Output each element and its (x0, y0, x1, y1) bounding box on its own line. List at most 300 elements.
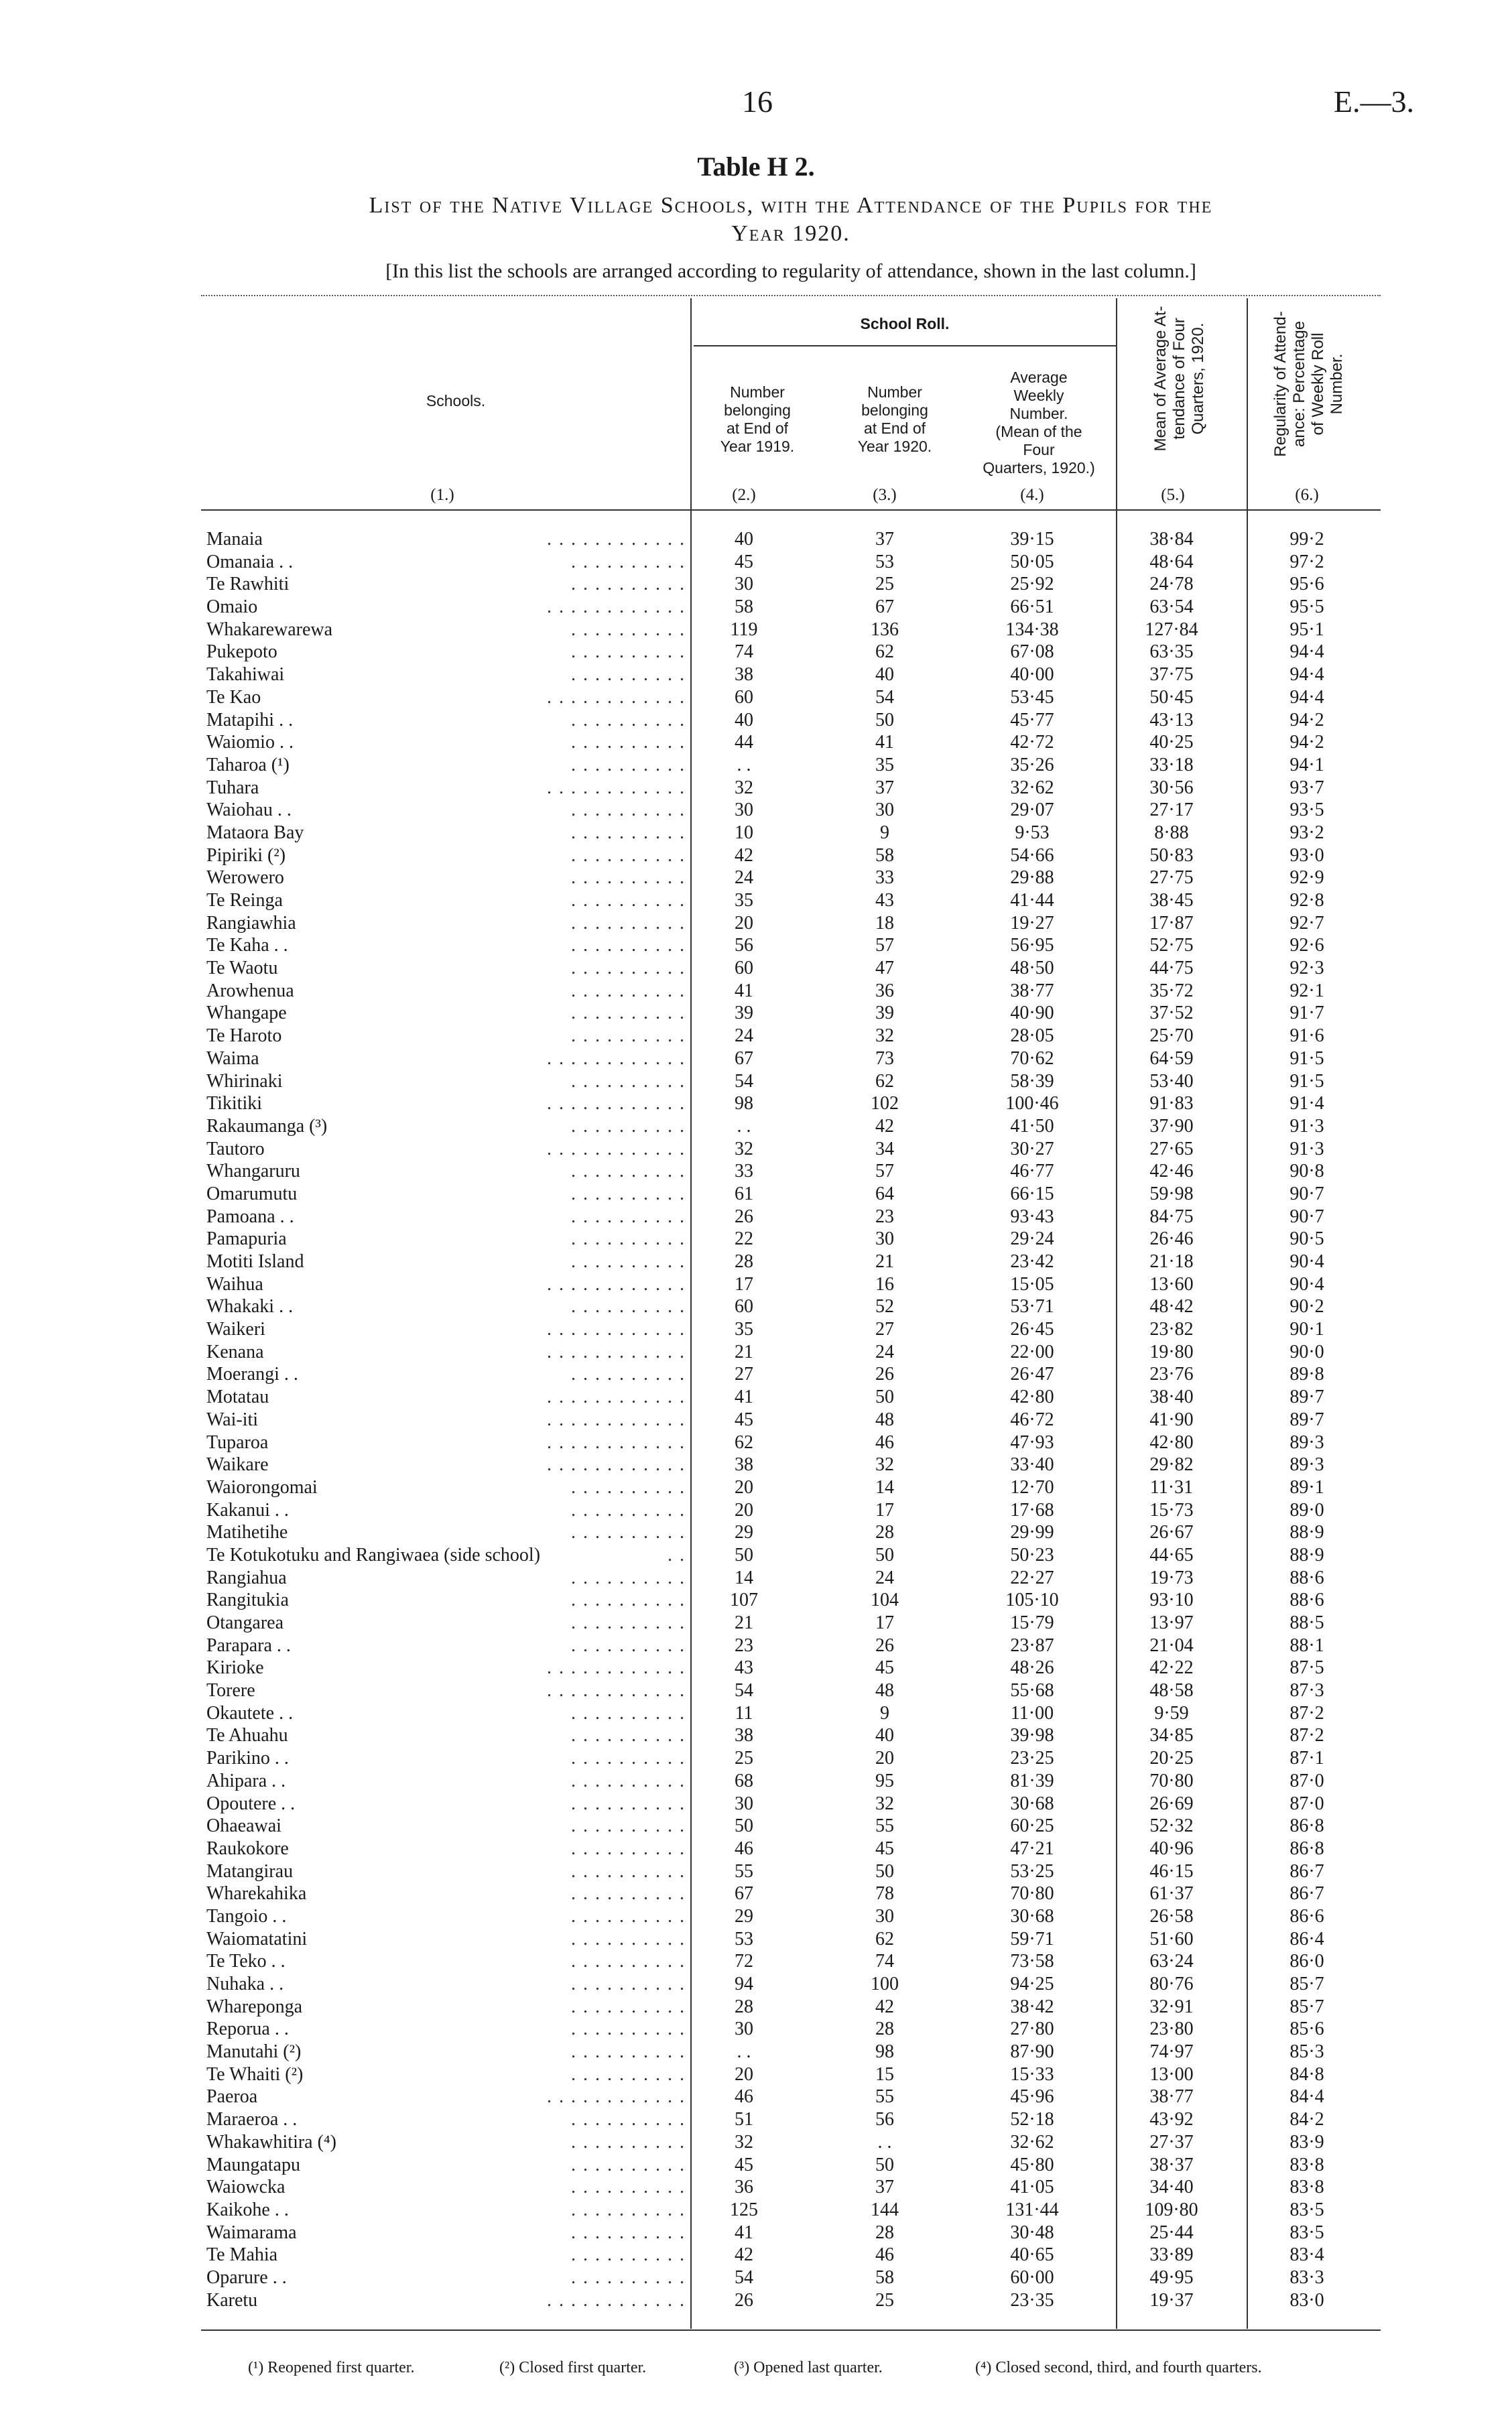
school-name: Reporua . . (206, 2019, 289, 2040)
leader-dots: . . . . . . . . . . (571, 1974, 686, 1994)
header-bottom-rule (201, 509, 1381, 511)
leader-dots: . . . . . . . . . . . . (547, 1047, 686, 1069)
regularity-percentage: 87·2 (1289, 1702, 1324, 1724)
header-num-4: (4.) (1020, 486, 1044, 504)
roll-1919: 67 (735, 1047, 753, 1069)
roll-1919: 60 (735, 686, 753, 708)
leader-dots: . . . . . . . . . . (571, 551, 686, 572)
roll-1920: 35 (875, 754, 894, 775)
mean-average-attendance: 13·97 (1149, 1612, 1194, 1633)
roll-1920: 39 (875, 1003, 894, 1024)
roll-1919: 26 (735, 2289, 753, 2311)
table-row (0, 1882, 1512, 1905)
roll-1920: 46 (875, 2244, 894, 2266)
roll-1919: 32 (735, 777, 753, 798)
mean-average-attendance: 27·65 (1149, 1138, 1194, 1159)
regularity-percentage: 85·7 (1289, 1996, 1324, 2017)
roll-1919: 23 (735, 1635, 753, 1656)
roll-1920: 26 (875, 1635, 894, 1656)
roll-1919: 28 (735, 1251, 753, 1272)
roll-1920: 28 (875, 1522, 894, 1543)
leader-dots: . . . . . . . . . . (571, 1206, 686, 1227)
regularity-percentage: 85·7 (1289, 1974, 1324, 1994)
table-row (0, 1499, 1512, 1522)
school-name: Pamapuria (206, 1228, 287, 1250)
regularity-percentage: 89·8 (1289, 1364, 1324, 1385)
regularity-percentage: 93·5 (1289, 800, 1324, 821)
header-num-5: (5.) (1161, 486, 1185, 504)
average-weekly-number: 81·39 (1010, 1770, 1054, 1791)
leader-dots: . . . . . . . . . . (571, 1115, 686, 1137)
roll-1920: 55 (875, 2086, 894, 2108)
average-weekly-number: 38·42 (1010, 1996, 1054, 2017)
table-row (0, 1905, 1512, 1928)
header-col5-line: Mean of Average At- (1151, 306, 1170, 452)
header-num-6: (6.) (1295, 486, 1319, 504)
table-row (0, 1454, 1512, 1476)
roll-1920: 57 (875, 935, 894, 956)
roll-1920: 42 (875, 1115, 894, 1137)
table-row (0, 912, 1512, 935)
regularity-percentage: 89·1 (1289, 1476, 1324, 1498)
roll-1919: 32 (735, 1138, 753, 1159)
table-row (0, 2289, 1512, 2312)
roll-1919: 36 (735, 2177, 753, 2198)
average-weekly-number: 32·62 (1010, 777, 1054, 798)
average-weekly-number: 29·99 (1010, 1522, 1054, 1543)
header-col3-line: Year 1920. (857, 438, 932, 455)
roll-1920: 50 (875, 1387, 894, 1408)
leader-dots: . . . . . . . . . . (571, 958, 686, 979)
leader-dots: . . . . . . . . . . (571, 800, 686, 821)
regularity-percentage: 94·1 (1289, 754, 1324, 775)
regularity-percentage: 91·5 (1289, 1070, 1324, 1092)
regularity-percentage: 91·3 (1289, 1115, 1324, 1137)
roll-1919: 20 (735, 2063, 753, 2085)
school-name: Motiti Island (206, 1251, 304, 1272)
roll-1920: 58 (875, 844, 894, 866)
average-weekly-number: 12·70 (1010, 1476, 1054, 1498)
school-name: Kirioke (206, 1657, 264, 1679)
school-name: Motatau (206, 1387, 269, 1408)
school-name: Tautoro (206, 1138, 265, 1159)
mean-average-attendance: 64·59 (1149, 1047, 1194, 1069)
roll-1920: 45 (875, 1657, 894, 1679)
regularity-percentage: 93·2 (1289, 822, 1324, 843)
roll-1920: 23 (875, 1206, 894, 1227)
average-weekly-number: 41·05 (1010, 2177, 1054, 2198)
mean-average-attendance: 63·35 (1149, 641, 1194, 663)
mean-average-attendance: 26·46 (1149, 1228, 1194, 1250)
table-row (0, 867, 1512, 889)
roll-1920: 50 (875, 709, 894, 730)
mean-average-attendance: 20·25 (1149, 1748, 1194, 1769)
roll-1919: 24 (735, 1025, 753, 1047)
average-weekly-number: 50·05 (1010, 551, 1054, 572)
leader-dots: . . . . . . . . . . (571, 732, 686, 753)
roll-1920: 24 (875, 1341, 894, 1362)
leader-dots: . . . . . . . . . . . . (547, 596, 686, 618)
regularity-percentage: 83·5 (1289, 2199, 1324, 2220)
table-row (0, 1724, 1512, 1747)
mean-average-attendance: 25·70 (1149, 1025, 1194, 1047)
average-weekly-number: 19·27 (1010, 912, 1054, 934)
header-col6-line: of Weekly Roll (1309, 332, 1327, 436)
school-name: Otangarea (206, 1612, 284, 1633)
regularity-percentage: 86·8 (1289, 1815, 1324, 1837)
average-weekly-number: 60·25 (1010, 1815, 1054, 1837)
regularity-percentage: 86·7 (1289, 1860, 1324, 1882)
roll-1919: 54 (735, 2266, 753, 2288)
mean-average-attendance: 48·58 (1149, 1680, 1194, 1702)
roll-1920: 28 (875, 2222, 894, 2243)
mean-average-attendance: 41·90 (1149, 1409, 1194, 1430)
regularity-percentage: 88·6 (1289, 1590, 1324, 1611)
roll-1919: 14 (735, 1567, 753, 1588)
header-col4-line: Number. (1009, 405, 1068, 422)
roll-1919: 22 (735, 1228, 753, 1250)
roll-1919: 56 (735, 935, 753, 956)
leader-dots: . . . . . . . . . . (571, 1815, 686, 1837)
leader-dots: . . . . . . . . . . (571, 1838, 686, 1859)
school-name: Taharoa (¹) (206, 754, 290, 775)
roll-1920: 73 (875, 1047, 894, 1069)
roll-1920: 67 (875, 596, 894, 618)
roll-1920: 32 (875, 1025, 894, 1047)
table-row (0, 1860, 1512, 1883)
mean-average-attendance: 26·67 (1149, 1522, 1194, 1543)
table-row (0, 1770, 1512, 1793)
average-weekly-number: 59·71 (1010, 1928, 1054, 1949)
school-name: Rangiahua (206, 1567, 287, 1588)
roll-1920: 30 (875, 1905, 894, 1927)
roll-1919: 42 (735, 844, 753, 866)
regularity-percentage: 97·2 (1289, 551, 1324, 572)
leader-dots: . . . . . . . . . . . . (547, 2086, 686, 2108)
leader-dots: . . . . . . . . . . (571, 1793, 686, 1814)
leader-dots: . . . . . . . . . . (571, 1996, 686, 2017)
page-number: 16 (742, 84, 773, 119)
school-name: Te Whaiti (²) (206, 2063, 304, 2085)
table-row (0, 1318, 1512, 1341)
mean-average-attendance: 15·73 (1149, 1499, 1194, 1521)
average-weekly-number: 11·00 (1010, 1702, 1054, 1724)
table-row (0, 1793, 1512, 1815)
roll-1920: 9 (880, 822, 889, 843)
report-code: E.—3. (1333, 84, 1414, 119)
school-name: Te Ahuahu (206, 1725, 288, 1746)
mean-average-attendance: 38·37 (1149, 2154, 1194, 2175)
roll-1919: 41 (735, 1387, 753, 1408)
average-weekly-number: 35·26 (1010, 754, 1054, 775)
leader-dots: . . . . . . . . . . (571, 1567, 686, 1588)
mean-average-attendance: 38·40 (1149, 1387, 1194, 1408)
mean-average-attendance: 21·18 (1149, 1251, 1194, 1272)
school-name: Maungatapu (206, 2154, 300, 2175)
average-weekly-number: 131·44 (1005, 2199, 1059, 2220)
roll-1919: 41 (735, 980, 753, 1001)
table-row (0, 1183, 1512, 1206)
average-weekly-number: 73·58 (1010, 1951, 1054, 1972)
mean-average-attendance: 38·77 (1149, 2086, 1194, 2108)
average-weekly-number: 30·27 (1010, 1138, 1054, 1159)
average-weekly-number: 60·00 (1010, 2266, 1054, 2288)
average-weekly-number: 29·88 (1010, 867, 1054, 889)
leader-dots: . . . . . . . . . . . . (547, 686, 686, 708)
roll-1919: . . (737, 1115, 751, 1137)
school-name: Oparure . . (206, 2266, 287, 2288)
average-weekly-number: 39·15 (1010, 529, 1054, 550)
regularity-percentage: 85·6 (1289, 2019, 1324, 2040)
mean-average-attendance: 91·83 (1149, 1093, 1194, 1114)
table-row (0, 1273, 1512, 1296)
regularity-percentage: 91·6 (1289, 1025, 1324, 1047)
school-name: Whangape (206, 1003, 287, 1024)
regularity-percentage: 91·3 (1289, 1138, 1324, 1159)
school-name: Ohaeawai (206, 1815, 281, 1837)
roll-1920: 28 (875, 2019, 894, 2040)
roll-1920: 48 (875, 1409, 894, 1430)
mean-average-attendance: 25·44 (1149, 2222, 1194, 2243)
school-name: Pukepoto (206, 641, 277, 663)
regularity-percentage: 88·9 (1289, 1522, 1324, 1543)
mean-average-attendance: 59·98 (1149, 1183, 1194, 1204)
roll-1919: 29 (735, 1905, 753, 1927)
table-row (0, 1928, 1512, 1951)
leader-dots: . . . . . . . . . . (571, 1364, 686, 1385)
leader-dots: . . . . . . . . . . (571, 754, 686, 775)
average-weekly-number: 53·71 (1010, 1296, 1054, 1318)
mean-average-attendance: 38·45 (1149, 890, 1194, 911)
header-col5 (1151, 295, 1212, 462)
regularity-percentage: 89·3 (1289, 1454, 1324, 1476)
mean-average-attendance: 24·78 (1149, 574, 1194, 595)
regularity-percentage: 88·5 (1289, 1612, 1324, 1633)
mean-average-attendance: 42·22 (1149, 1657, 1194, 1679)
roll-1919: 30 (735, 800, 753, 821)
roll-1920: 55 (875, 1815, 894, 1837)
roll-1920: 18 (875, 912, 894, 934)
school-name: Manaia (206, 529, 263, 550)
roll-1920: 47 (875, 958, 894, 979)
table-row (0, 2266, 1512, 2289)
leader-dots: . . . . . . . . . . (571, 912, 686, 934)
regularity-percentage: 84·2 (1289, 2109, 1324, 2130)
school-name: Takahiwai (206, 664, 285, 686)
mean-average-attendance: 52·32 (1149, 1815, 1194, 1837)
leader-dots: . . . . . . . . . . (571, 1003, 686, 1024)
leader-dots: . . . . . . . . . . (571, 641, 686, 663)
mean-average-attendance: 17·87 (1149, 912, 1194, 934)
school-name: Waikeri (206, 1319, 265, 1340)
mean-average-attendance: 50·83 (1149, 844, 1194, 866)
header-col5-line: Quarters, 1920. (1189, 322, 1207, 435)
leader-dots: . . . . . . . . . . (571, 1883, 686, 1905)
table-row (0, 2199, 1512, 2222)
roll-1920: 37 (875, 777, 894, 798)
mean-average-attendance: 109·80 (1145, 2199, 1198, 2220)
average-weekly-number: 94·25 (1010, 1974, 1054, 1994)
table-row (0, 709, 1512, 732)
school-name: Tuhara (206, 777, 259, 798)
leader-dots: . . . . . . . . . . (571, 1161, 686, 1182)
roll-1919: 125 (730, 2199, 758, 2220)
roll-1919: 38 (735, 664, 753, 686)
roll-1920: 58 (875, 2266, 894, 2288)
table-row (0, 1002, 1512, 1025)
average-weekly-number: 40·90 (1010, 1003, 1054, 1024)
average-weekly-number: 26·45 (1010, 1319, 1054, 1340)
table-bottom-rule (201, 2329, 1381, 2331)
regularity-percentage: 86·6 (1289, 1905, 1324, 1927)
roll-1919: 39 (735, 1003, 753, 1024)
roll-1919: 21 (735, 1612, 753, 1633)
leader-dots: . . . . . . . . . . (571, 1590, 686, 1611)
school-name: Matangirau (206, 1860, 294, 1882)
table-row (0, 2176, 1512, 2199)
roll-1920: 25 (875, 2289, 894, 2311)
average-weekly-number: 70·62 (1010, 1047, 1054, 1069)
roll-1920: 95 (875, 1770, 894, 1791)
roll-1919: 50 (735, 1815, 753, 1837)
regularity-percentage: 83·8 (1289, 2154, 1324, 2175)
table-row (0, 1635, 1512, 1657)
table-row (0, 1251, 1512, 1273)
leader-dots: . . . . . . . . . . (571, 1251, 686, 1272)
table-row (0, 934, 1512, 957)
mean-average-attendance: 43·13 (1149, 709, 1194, 730)
roll-1919: 119 (730, 619, 758, 640)
mean-average-attendance: 9·59 (1154, 1702, 1189, 1724)
table-row (0, 1092, 1512, 1115)
regularity-percentage: 90·1 (1289, 1319, 1324, 1340)
mean-average-attendance: 26·58 (1149, 1905, 1194, 1927)
regularity-percentage: 87·2 (1289, 1725, 1324, 1746)
school-name: Waiohau . . (206, 800, 292, 821)
regularity-percentage: 88·9 (1289, 1544, 1324, 1565)
school-name: Rangitukia (206, 1590, 289, 1611)
average-weekly-number: 42·80 (1010, 1387, 1054, 1408)
roll-1919: 20 (735, 1476, 753, 1498)
regularity-percentage: 83·3 (1289, 2266, 1324, 2288)
mean-average-attendance: 37·90 (1149, 1115, 1194, 1137)
leader-dots: . . (668, 1544, 686, 1565)
leader-dots: . . . . . . . . . . (571, 1860, 686, 1882)
regularity-percentage: 83·9 (1289, 2131, 1324, 2153)
table-row (0, 1567, 1512, 1590)
school-name: Waihua (206, 1273, 263, 1295)
leader-dots: . . . . . . . . . . . . (547, 1273, 686, 1295)
header-col3-line: Number (867, 383, 922, 401)
leader-dots: . . . . . . . . . . (571, 1635, 686, 1656)
average-weekly-number: 38·77 (1010, 980, 1054, 1001)
regularity-percentage: 92·9 (1289, 867, 1324, 889)
table-row (0, 1431, 1512, 1454)
regularity-percentage: 92·3 (1289, 958, 1324, 979)
regularity-percentage: 95·5 (1289, 596, 1324, 618)
roll-1919: 29 (735, 1522, 753, 1543)
roll-1919: 38 (735, 1454, 753, 1476)
regularity-percentage: 83·5 (1289, 2222, 1324, 2243)
table-title: Table H 2. (697, 151, 815, 182)
school-name: Torere (206, 1680, 255, 1702)
leader-dots: . . . . . . . . . . (571, 2222, 686, 2243)
header-col3-line: at End of (863, 420, 926, 437)
mean-average-attendance: 35·72 (1149, 980, 1194, 1001)
header-col4-line: Quarters, 1920.) (983, 459, 1095, 476)
leader-dots: . . . . . . . . . . (571, 1499, 686, 1521)
school-name: Kaikohe . . (206, 2199, 289, 2220)
regularity-percentage: 89·3 (1289, 1431, 1324, 1453)
table-row (0, 1206, 1512, 1228)
average-weekly-number: 58·39 (1010, 1070, 1054, 1092)
roll-1919: 27 (735, 1364, 753, 1385)
roll-1919: 40 (735, 529, 753, 550)
school-name: Whareponga (206, 1996, 303, 2017)
mean-average-attendance: 27·17 (1149, 800, 1194, 821)
mean-average-attendance: 51·60 (1149, 1928, 1194, 1949)
school-name: Te Kaha . . (206, 935, 288, 956)
regularity-percentage: 87·0 (1289, 1793, 1324, 1814)
school-name: Whakarewarewa (206, 619, 333, 640)
mean-average-attendance: 19·80 (1149, 1341, 1194, 1362)
roll-1919: 53 (735, 1928, 753, 1949)
roll-1920: 37 (875, 529, 894, 550)
regularity-percentage: 86·4 (1289, 1928, 1324, 1949)
table-row (0, 1138, 1512, 1161)
header-col3 (831, 383, 958, 456)
table-row (0, 1409, 1512, 1431)
school-name: Matihetihe (206, 1522, 288, 1543)
footnote-1: (¹) Reopened first quarter. (248, 2359, 415, 2376)
header-col6-line: Number. (1328, 353, 1346, 415)
footnote-4: (⁴) Closed second, third, and fourth quarters. (975, 2359, 1262, 2376)
header-num-2: (2.) (732, 486, 756, 504)
average-weekly-number: 66·15 (1010, 1183, 1054, 1204)
school-name: Parapara . . (206, 1635, 291, 1656)
school-name: Arowhenua (206, 980, 294, 1001)
regularity-percentage: 99·2 (1289, 529, 1324, 550)
mean-average-attendance: 61·37 (1149, 1883, 1194, 1905)
table-row (0, 686, 1512, 709)
average-weekly-number: 47·93 (1010, 1431, 1054, 1453)
roll-1919: 98 (735, 1093, 753, 1114)
table-row (0, 1521, 1512, 1544)
roll-1920: 16 (875, 1273, 894, 1295)
roll-1920: 14 (875, 1476, 894, 1498)
header-col4-line: (Mean of the (995, 423, 1082, 440)
regularity-percentage: 87·1 (1289, 1748, 1324, 1769)
table-row (0, 957, 1512, 980)
average-weekly-number: 45·96 (1010, 2086, 1054, 2108)
leader-dots: . . . . . . . . . . (571, 574, 686, 595)
regularity-percentage: 95·6 (1289, 574, 1324, 595)
table-row (0, 1341, 1512, 1364)
average-weekly-number: 22·27 (1010, 1567, 1054, 1588)
average-weekly-number: 25·92 (1010, 574, 1054, 595)
school-name: Waima (206, 1047, 259, 1069)
table-row (0, 1612, 1512, 1635)
average-weekly-number: 47·21 (1010, 1838, 1054, 1859)
regularity-percentage: 90·7 (1289, 1183, 1324, 1204)
regularity-percentage: 91·5 (1289, 1047, 1324, 1069)
roll-1919: 35 (735, 890, 753, 911)
average-weekly-number: 105·10 (1005, 1590, 1059, 1611)
mean-average-attendance: 40·25 (1149, 732, 1194, 753)
regularity-percentage: 87·0 (1289, 1770, 1324, 1791)
mean-average-attendance: 23·76 (1149, 1364, 1194, 1385)
table-row (0, 1589, 1512, 1612)
